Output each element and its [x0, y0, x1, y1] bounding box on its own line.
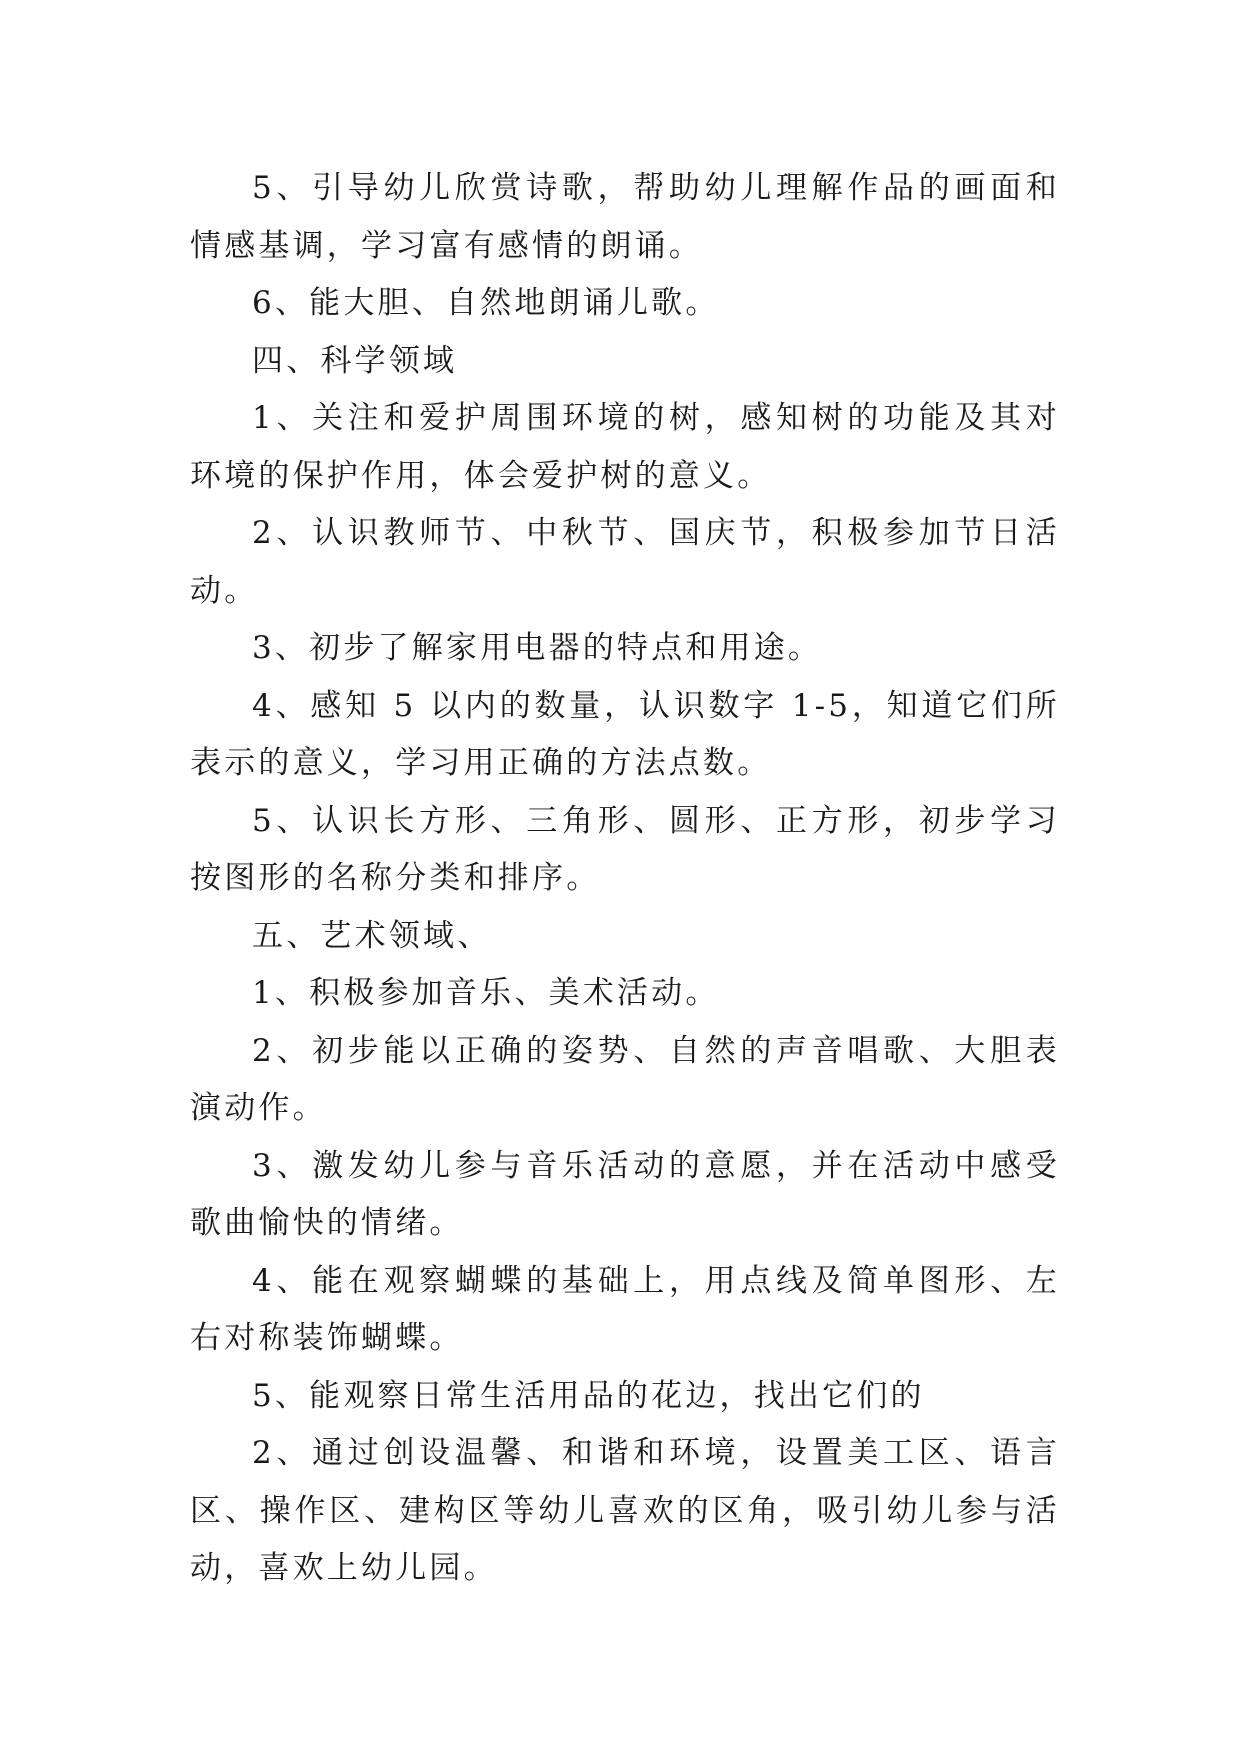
- paragraph-science-item-2: 2、认识教师节、中秋节、国庆节，积极参加节日活动。: [190, 515, 1060, 609]
- section-heading-art: 五、艺术领域、: [252, 917, 492, 954]
- paragraph-art-item-5: 5、能观察日常生活用品的花边，找出它们的: [252, 1377, 925, 1414]
- section-heading-science: 四、科学领域: [252, 342, 458, 379]
- paragraph-art-item-3: 3、激发幼儿参与音乐活动的意愿，并在活动中感受歌曲愉快的情绪。: [190, 1147, 1060, 1241]
- paragraph-science-item-3: 3、初步了解家用电器的特点和用途。: [252, 630, 823, 666]
- paragraph-art-item-1: 1、积极参加音乐、美术活动。: [252, 975, 720, 1011]
- paragraph-language-item-5: 5、引导幼儿欣赏诗歌，帮助幼儿理解作品的画面和情感基调，学习富有感情的朗诵。: [190, 170, 1060, 264]
- paragraph-art-item-4: 4、能在观察蝴蝶的基础上，用点线及简单图形、左右对称装饰蝴蝶。: [190, 1262, 1060, 1356]
- document-body: [190, 160, 1060, 1598]
- paragraph-science-item-5: 5、认识长方形、三角形、圆形、正方形，初步学习按图形的名称分类和排序。: [190, 802, 1060, 896]
- paragraph-science-item-1: 1、关注和爱护周围环境的树，感知树的功能及其对环境的保护作用，体会爱护树的意义。: [190, 400, 1060, 494]
- paragraph-language-item-6: 6、能大胆、自然地朗诵儿歌。: [252, 285, 720, 321]
- paragraph-science-item-4: 4、感知 5 以内的数量，认识数字 1-5，知道它们所表示的意义，学习用正确的方法点数。: [190, 687, 1060, 781]
- paragraph-environment-item-2: 2、通过创设温馨、和谐和环境，设置美工区、语言区、操作区、建构区等幼儿喜欢的区角，吸引幼儿参与活动，喜欢上幼儿园。: [190, 1435, 1060, 1586]
- paragraph-art-item-2: 2、初步能以正确的姿势、自然的声音唱歌、大胆表演动作。: [190, 1032, 1060, 1126]
